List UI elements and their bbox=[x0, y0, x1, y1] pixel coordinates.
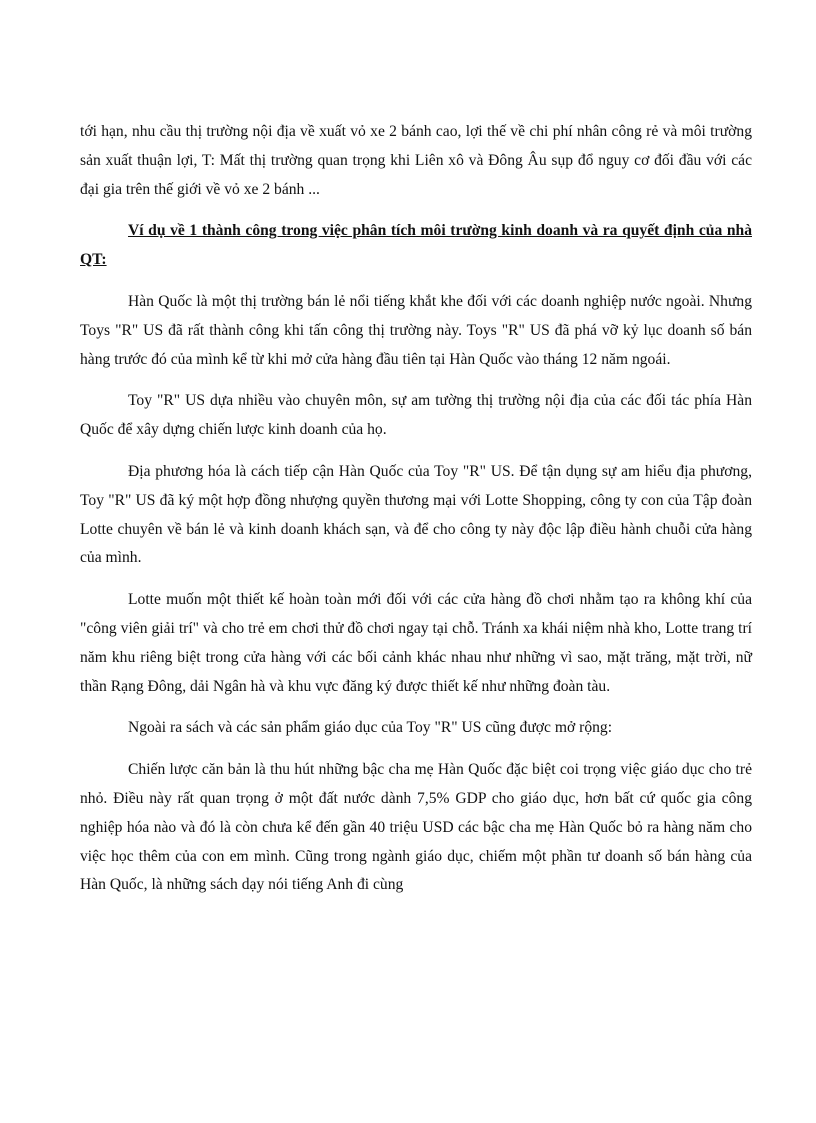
paragraph-localization: Địa phương hóa là cách tiếp cận Hàn Quốc của Toy "R" US. Để tận dụng sự am hiểu địa phương, Toy "R" US đã ký một hợp đồng nhượng quyền thương mại với Lotte Shopping, công ty con của Tập đoàn Lotte chuyên về bán lẻ và kinh doanh khách sạn, và để cho công ty này độc lập điều hành chuỗi cửa hàng của mình. bbox=[80, 462, 752, 567]
section-heading: Ví dụ về 1 thành công trong việc phân tích môi trường kinh doanh và ra quyết định của nhà QT: bbox=[80, 222, 752, 269]
paragraph-strategy: Chiến lược căn bản là thu hút những bậc cha mẹ Hàn Quốc đặc biệt coi trọng việc giáo dục cho trẻ nhỏ. Điều này rất quan trọng ở một đất nước dành 7,5% GDP cho giáo dục, hơn bất cứ quốc gia công nghiệp hóa nào và đó là còn chưa kể đến gần 40 triệu USD các bậc cha mẹ Hàn Quốc bỏ ra hàng năm cho việc học thêm của con em mình. Cũng trong ngành giáo dục, chiếm một phần tư doanh số bán hàng của Hàn Quốc, là những sách dạy nói tiếng Anh đi cùng bbox=[80, 761, 752, 894]
paragraph-partner-expertise: Toy "R" US dựa nhiều vào chuyên môn, sự am tường thị trường nội địa của các đối tác phía Hàn Quốc để xây dựng chiến lược kinh doanh của họ. bbox=[80, 392, 752, 439]
paragraph-store-design: Lotte muốn một thiết kế hoàn toàn mới đối với các cửa hàng đồ chơi nhằm tạo ra không khí của "công viên giải trí" và cho trẻ em chơi thử đồ chơi ngay tại chỗ. Tránh xa khái niệm nhà kho, Lotte trang trí năm khu riêng biệt trong cửa hàng với các bối cảnh khác nhau như những vì sao, mặt trăng, mặt trời, nữ thần Rạng Đông, dải Ngân hà và khu vực đăng ký được thiết kế như những đoàn tàu. bbox=[80, 591, 752, 695]
document-page bbox=[80, 118, 752, 913]
paragraph-continuation: tới hạn, nhu cầu thị trường nội địa về xuất vỏ xe 2 bánh cao, lợi thế về chi phí nhân công rẻ và môi trường sản xuất thuận lợi, T: Mất thị trường quan trọng khi Liên xô và Đông Âu sụp đổ nguy cơ đối đầu với các đại gia trên thế giới về vỏ xe 2 bánh ... bbox=[80, 123, 752, 198]
paragraph-education-products: Ngoài ra sách và các sản phẩm giáo dục của Toy "R" US cũng được mở rộng: bbox=[128, 719, 613, 737]
paragraph-korea-market: Hàn Quốc là một thị trường bán lẻ nổi tiếng khắt khe đối với các doanh nghiệp nước ngoài. Nhưng Toys "R" US đã rất thành công khi tấn công thị trường này. Toys "R" US đã phá vỡ kỷ lục doanh số bán hàng trước đó của mình kể từ khi mở cửa hàng đầu tiên tại Hàn Quốc vào tháng 12 năm ngoái. bbox=[80, 292, 752, 368]
